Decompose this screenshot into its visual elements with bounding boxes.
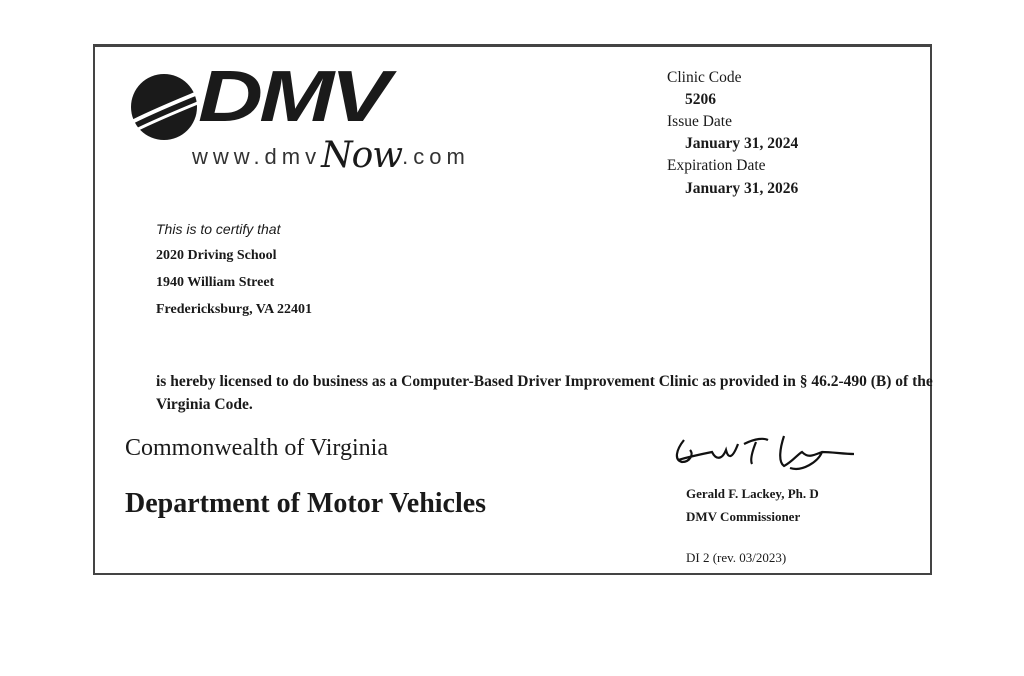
dmv-logo-text: DMV	[198, 57, 387, 137]
department-heading: Department of Motor Vehicles	[125, 488, 487, 519]
dmv-swoosh-icon	[126, 72, 202, 142]
form-id: DI 2 (rev. 03/2023)	[686, 550, 787, 565]
school-name: 2020 Driving School	[156, 248, 277, 263]
expiration-date-label: Expiration Date	[667, 157, 766, 174]
issue-date-label: Issue Date	[667, 113, 732, 130]
issue-date: January 31, 2024	[685, 135, 799, 152]
school-street: 1940 William Street	[156, 275, 275, 290]
school-city: Fredericksburg, VA 22401	[156, 302, 312, 317]
commonwealth-heading: Commonwealth of Virginia	[125, 435, 388, 461]
expiration-date: January 31, 2026	[685, 180, 799, 197]
signer-name: Gerald F. Lackey, Ph. D	[686, 486, 819, 501]
license-statement: is hereby licensed to do business as a Computer-Based Driver Improvement Clinic as provided in § 46.2-490 (B) of the Virginia Code.	[156, 373, 933, 413]
certify-intro: This is to certify that	[156, 221, 281, 237]
clinic-code: 5206	[685, 91, 716, 108]
clinic-code-label: Clinic Code	[667, 69, 742, 86]
signer-title: DMV Commissioner	[686, 509, 801, 524]
signature	[672, 432, 862, 477]
dmv-now-logo	[126, 57, 496, 176]
dmv-url: www.dmvNow.com	[192, 135, 470, 176]
